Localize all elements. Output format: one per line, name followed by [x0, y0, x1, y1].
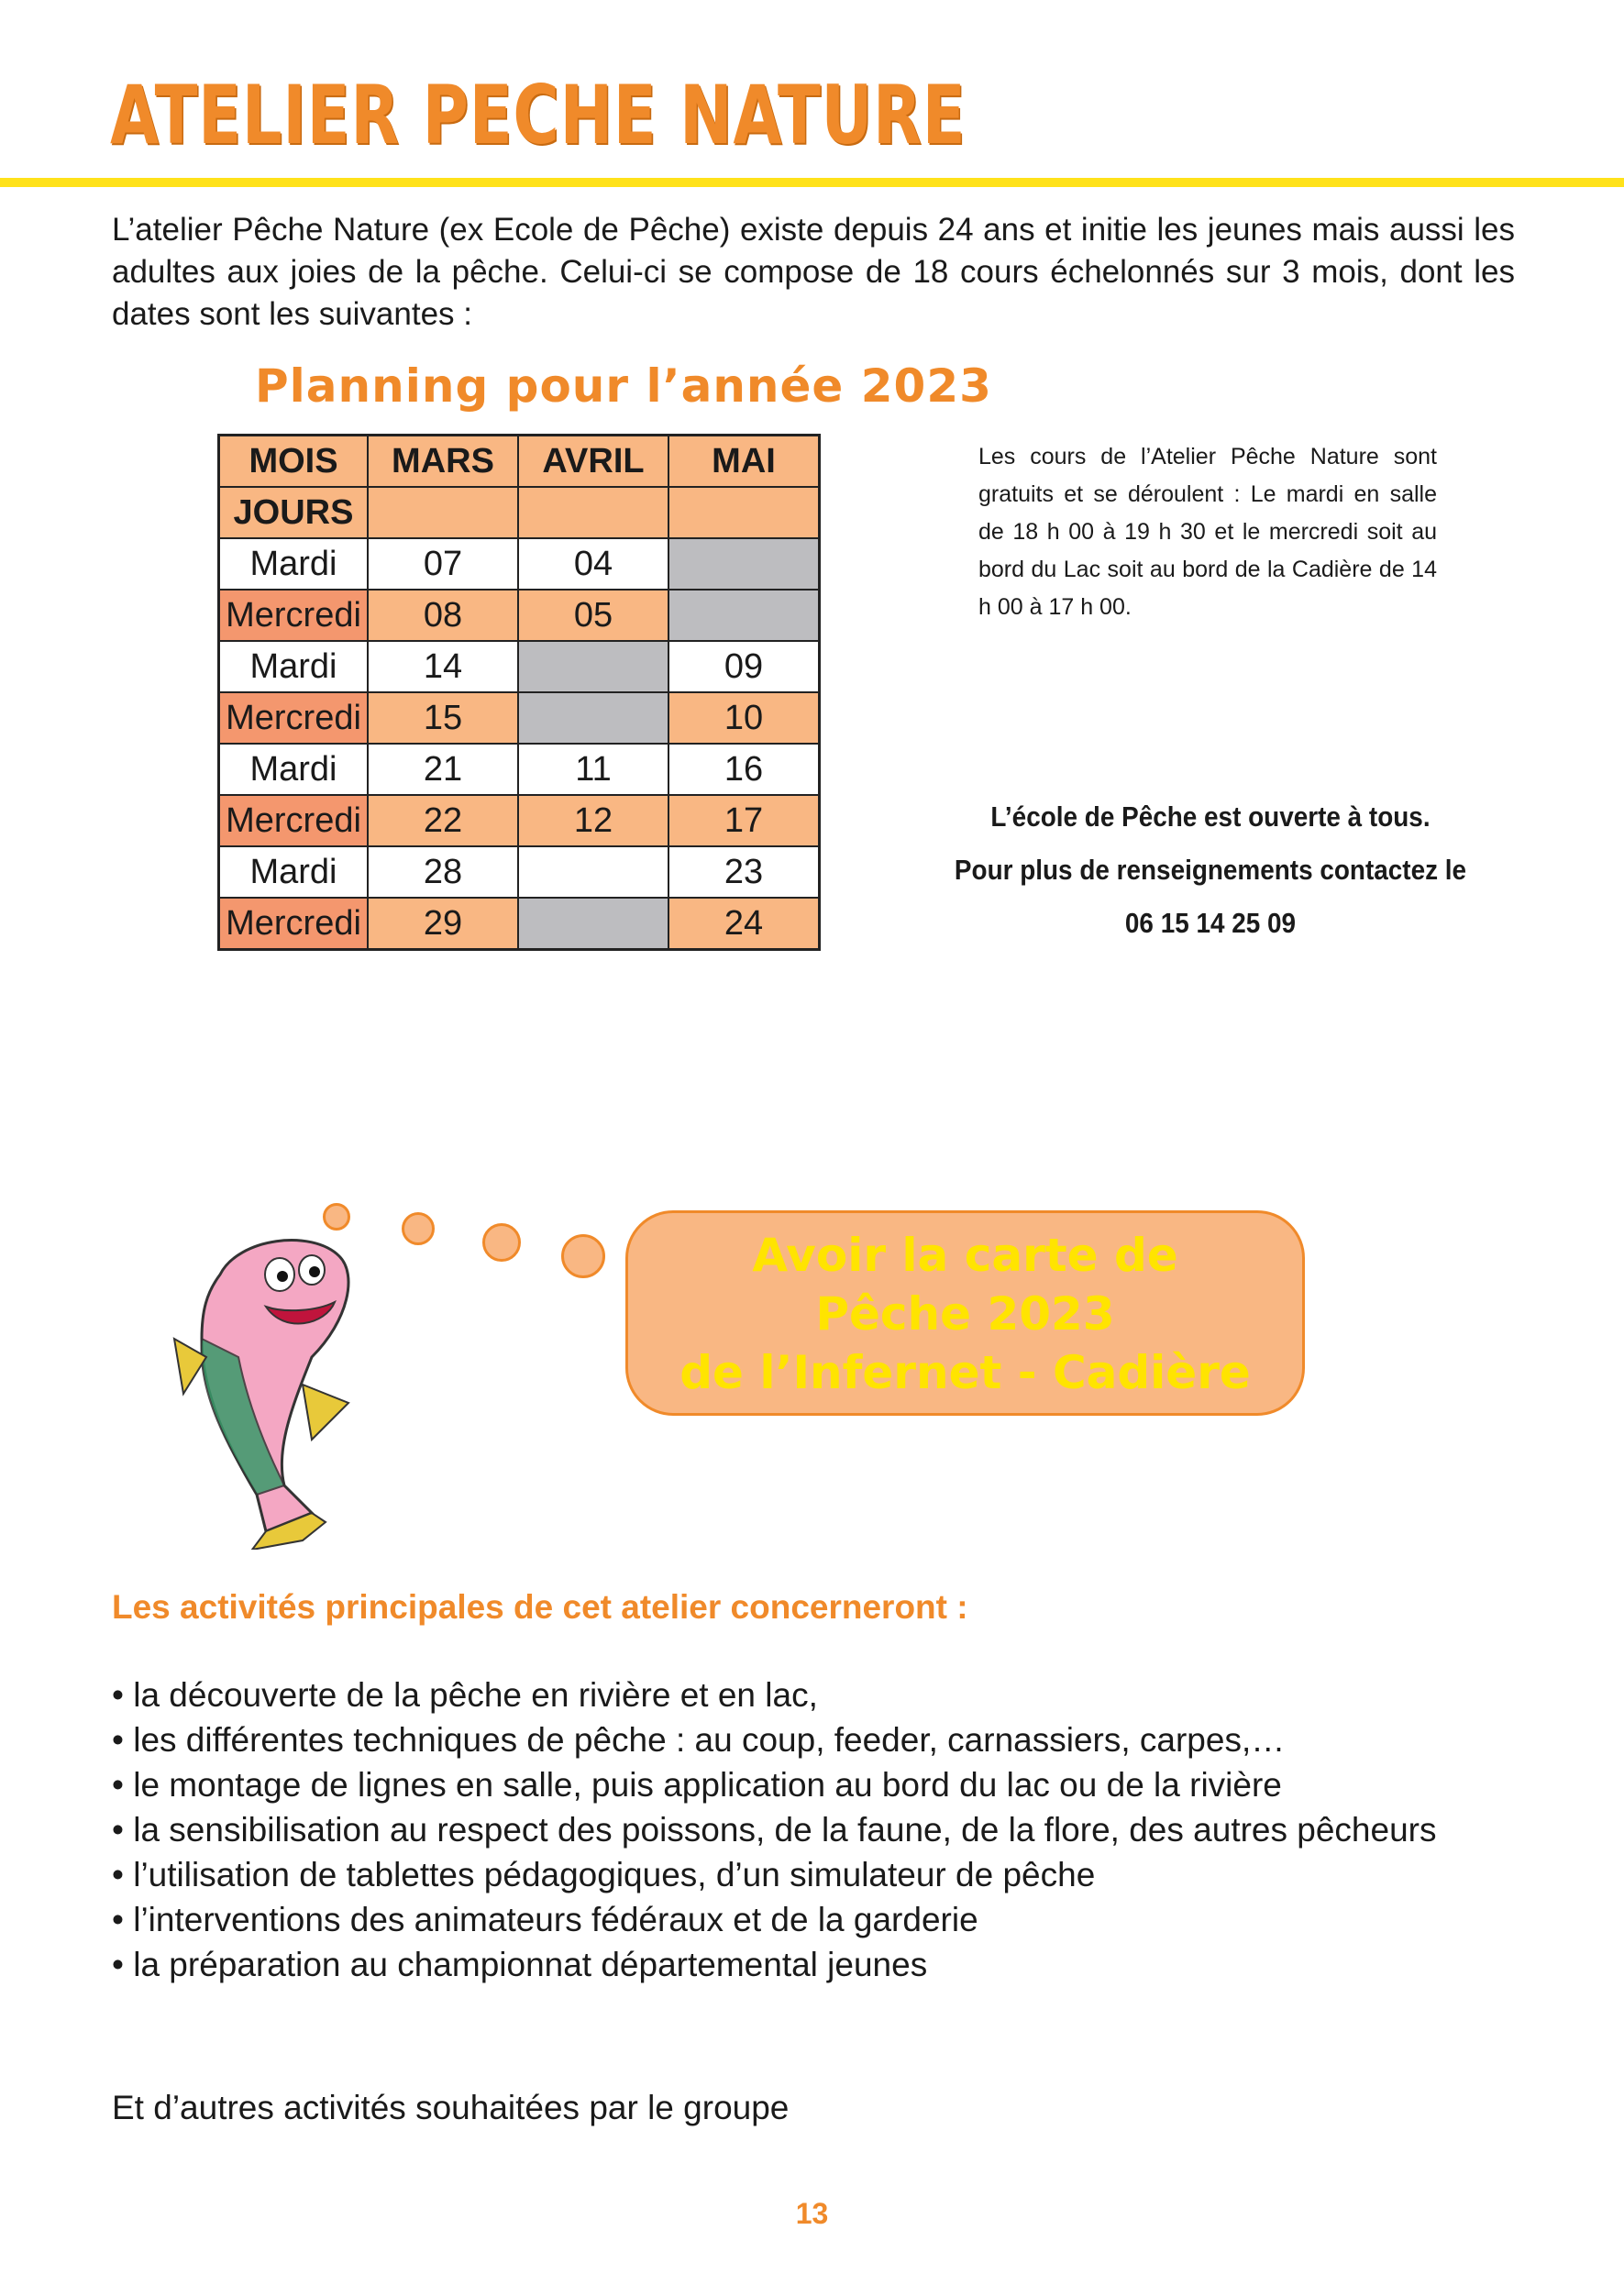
table-row	[219, 795, 820, 846]
header-month-avril: AVRIL	[518, 436, 668, 488]
thought-bubble-dot	[402, 1212, 435, 1245]
day-cell: Mercredi	[219, 898, 369, 950]
date-cell: 10	[668, 692, 820, 744]
table-jours-row	[219, 487, 820, 538]
header-month-mai: MAI	[668, 436, 820, 488]
list-item: • le montage de lignes en salle, puis application au bord du lac ou de la rivière	[112, 1766, 1282, 1804]
table-row	[219, 692, 820, 744]
header-jours: JOURS	[219, 487, 369, 538]
date-cell: 09	[668, 641, 820, 692]
contact-block	[938, 790, 1483, 950]
date-cell: 17	[668, 795, 820, 846]
table-cell	[668, 487, 820, 538]
date-cell: 24	[668, 898, 820, 950]
title-underline	[0, 178, 1624, 187]
table-row	[219, 590, 820, 641]
banner-line-1: Avoir la carte de	[752, 1229, 1178, 1282]
date-cell-empty	[668, 538, 820, 590]
fish-icon	[174, 1241, 348, 1550]
day-cell: Mercredi	[219, 795, 369, 846]
list-item: • l’interventions des animateurs fédéraux et de la garderie	[112, 1901, 978, 1938]
banner-line-2: Pêche 2023	[815, 1287, 1115, 1341]
course-info: Les cours de l’Atelier Pêche Nature sont gratuits et se déroulent : Le mardi en salle de 18 h 00 à 19 h 30 et le mercredi soit au bord du Lac soit au bord de la Cadière de 14 h 00 à 17 h 00.	[978, 444, 1437, 620]
date-cell: 22	[368, 795, 518, 846]
intro-paragraph: L’atelier Pêche Nature (ex Ecole de Pêche) existe depuis 24 ans et initie les jeunes mais aussi les adultes aux joies de la pêche. Celui-ci se compose de 18 cours échelonnés sur 3 mois, dont les dates sont les suivantes :	[112, 212, 1515, 332]
date-cell: 16	[668, 744, 820, 795]
date-cell-empty	[518, 641, 668, 692]
planning-title: Planning pour l’année 2023	[255, 359, 992, 413]
table-row	[219, 744, 820, 795]
date-cell: 15	[368, 692, 518, 744]
thought-bubble-dot	[482, 1223, 521, 1262]
list-item: • la préparation au championnat départemental jeunes	[112, 1946, 928, 1983]
activities-title: Les activités principales de cet atelier concerneront :	[112, 1588, 968, 1626]
thought-bubble-dot	[561, 1234, 605, 1278]
table-cell	[368, 487, 518, 538]
list-item: • l’utilisation de tablettes pédagogiques, d’un simulateur de pêche	[112, 1856, 1096, 1893]
page-number: 13	[795, 2197, 829, 2230]
date-cell: 23	[668, 846, 820, 898]
fishing-card-banner	[625, 1210, 1305, 1416]
date-cell: 07	[368, 538, 518, 590]
date-cell: 29	[368, 898, 518, 950]
date-cell: 12	[518, 795, 668, 846]
date-cell: 08	[368, 590, 518, 641]
thought-bubble-dot	[323, 1203, 350, 1231]
date-cell-empty	[668, 590, 820, 641]
date-cell-empty	[518, 692, 668, 744]
list-item: • les différentes techniques de pêche : au coup, feeder, carnassiers, carpes,…	[112, 1721, 1286, 1759]
fish-illustration	[165, 1220, 385, 1550]
day-cell: Mercredi	[219, 590, 369, 641]
page-title: ATELIER PECHE NATURE	[110, 68, 967, 162]
table-row	[219, 538, 820, 590]
date-cell: 14	[368, 641, 518, 692]
table-row	[219, 898, 820, 950]
date-cell-empty	[518, 846, 668, 898]
banner-line-3: de l’Infernet - Cadière	[679, 1346, 1251, 1399]
table-cell	[518, 487, 668, 538]
contact-phone: 06 15 14 25 09	[1124, 907, 1297, 939]
planning-table	[217, 434, 821, 951]
day-cell: Mardi	[219, 744, 369, 795]
date-cell: 21	[368, 744, 518, 795]
date-cell: 11	[518, 744, 668, 795]
table-row	[219, 641, 820, 692]
date-cell: 05	[518, 590, 668, 641]
activities-list	[112, 1672, 1515, 1987]
day-cell: Mercredi	[219, 692, 369, 744]
day-cell: Mardi	[219, 641, 369, 692]
date-cell-empty	[518, 898, 668, 950]
list-item: • la sensibilisation au respect des poissons, de la faune, de la flore, des autres pêcheurs	[112, 1811, 1437, 1849]
day-cell: Mardi	[219, 538, 369, 590]
date-cell: 28	[368, 846, 518, 898]
header-month-mars: MARS	[368, 436, 518, 488]
date-cell: 04	[518, 538, 668, 590]
closing-text: Et d’autres activités souhaitées par le groupe	[112, 2089, 790, 2126]
header-mois: MOIS	[219, 436, 369, 488]
table-row	[219, 846, 820, 898]
contact-line-open: L’école de Pêche est ouverte à tous.	[990, 800, 1431, 833]
table-header-row	[219, 436, 820, 488]
contact-line-info: Pour plus de renseignements contactez le	[954, 854, 1467, 886]
day-cell: Mardi	[219, 846, 369, 898]
list-item: • la découverte de la pêche en rivière et en lac,	[112, 1676, 818, 1714]
